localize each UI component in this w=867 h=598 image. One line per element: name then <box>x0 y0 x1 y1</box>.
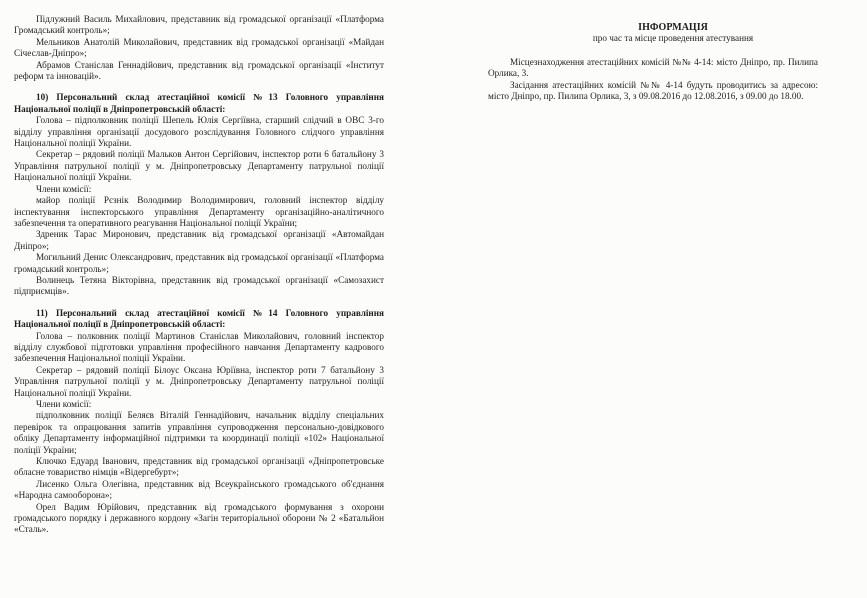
section-10-head: Голова – підполковник поліції Шепель Юлія Сергіївна, старший слідчий в ОВС 3-го відділу управління організації досудового розслідування Головного слідчого управління Національної поліції України. <box>14 115 384 149</box>
member-entry: Абрамов Станіслав Геннадійович, представник від громадської організації «Інститут реформ та інновацій». <box>14 59 384 82</box>
section-11-secretary: Секретар – рядовий поліції Білоус Оксана Юріївна, інспектор роти 7 батальйону 3 Управління патрульної поліції у м. Дніпропетровську Департаменту патрульної поліції Національної поліції України. <box>14 364 384 398</box>
member-entry: Лисенко Ольга Олегівна, представник від Всеукраїнського громадського об'єднання «Народна самооборона»; <box>14 478 384 501</box>
member-entry: Орел Вадим Юрійович, представник від громадського формування з охорони громадського порядку і державного кордону «Загін територіальної оборони № 2 «Батальйон «Сталь». <box>14 501 384 535</box>
section-11-members-label: Члени комісії: <box>36 399 92 409</box>
section-10-secretary: Секретар – рядовий поліції Мальков Антон Сергійович, інспектор роти 6 батальйону 3 Управління патрульної поліції у м. Дніпропетровську Департаменту патрульної поліції Національної поліції України. <box>14 149 384 183</box>
member-entry: Волинець Тетяна Вікторівна, представник від громадської організації «Самозахист підприємців». <box>14 274 384 297</box>
left-column <box>14 14 384 536</box>
section-10-members-label: Члени комісії: <box>36 183 92 194</box>
member-entry: Здреник Тарас Миронович, представник від громадської організації «Автомайдан Дніпро»; <box>14 229 384 251</box>
info-subtitle: про час та місце проведення атестування <box>592 33 754 44</box>
right-column <box>488 22 818 102</box>
section-11-head: Голова – полковник поліції Мартинов Станіслав Миколайович, головний інспектор відділу службової підготовки управління професійного навчання Департаменту кадрового забезпечення Національної поліції України. <box>14 330 384 364</box>
info-title: ІНФОРМАЦІЯ <box>638 22 708 33</box>
member-entry: Могильний Денис Олександрович, представник від громадської організації «Платформа громадський контроль»; <box>14 252 384 274</box>
member-entry: підполковник поліції Беляєв Віталій Геннадійович, начальник відділу спеціальних перевірок та опрацювання запитів управління супроводження персонально-довідкового обліку Департаменту інформаційної підтримки та координації поліції «102» Національної поліції України; <box>14 410 384 455</box>
section-11-title: 11) Персональний склад атестаційної комісії №14 Головного управління Національної поліції в Дніпропетровській області: <box>14 307 384 330</box>
info-schedule: Засідання атестаційних комісій №№ 4-14 будуть проводитись за адресою: місто Дніпро, пр. Пилипа Орлика, 3, з 09.08.2016 до 12.08.2016, з 09.00 до 18.00. <box>488 79 818 102</box>
section-10-title: 10) Персональний склад атестаційної комісії №13 Головного управління Національної поліції в Дніпропетровській області: <box>14 92 384 114</box>
member-entry: Мельников Анатолій Миколайович, представник від громадської організації «Майдан Січеслав-Дніпро»; <box>14 36 384 59</box>
member-entry: Ключко Едуард Іванович, представник від громадської організації «Дніпропетровське обласне товариство німців «Відергебурт»; <box>14 456 384 478</box>
member-entry: Підлужний Василь Михайлович, представник від громадської організації «Платформа Громадський контроль»; <box>14 14 384 36</box>
member-entry: майор поліції Рєзнік Володимир Володимирович, головний інспектор відділу інспектування інспекторського управління Департаменту організаційно-аналітичного забезпечення та оперативного реагування Національної поліції України; <box>14 195 384 228</box>
info-location: Місцезнаходження атестаційних комісій №№ 4-14: місто Дніпро, пр. Пилипа Орлика, 3. <box>488 56 818 79</box>
